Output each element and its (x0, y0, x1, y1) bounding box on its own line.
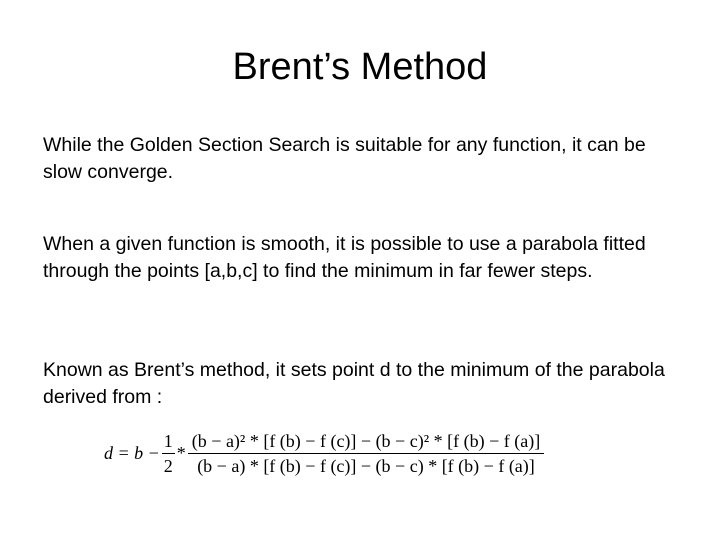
coefficient-denominator: 2 (163, 455, 173, 476)
formula-numerator: (b − a)² * [f (b) − f (c)] − (b − c)² * [f (b) − f (a)] (188, 429, 544, 454)
brent-formula (104, 422, 594, 484)
paragraph-brents-method: Known as Brent’s method, it sets point d to the minimum of the parabola derived from : (43, 359, 665, 408)
formula-coefficient (162, 429, 175, 478)
formula-fraction (188, 429, 544, 478)
coefficient-numerator: 1 (162, 429, 175, 454)
formula-lhs: d = b − (104, 442, 160, 463)
formula-denominator: (b − a) * [f (b) − f (c)] − (b − c) * [f (b) − f (a)] (197, 455, 535, 476)
paragraph-parabola: When a given function is smooth, it is possible to use a parabola fitted through the points [a,b,c] to find the minimum in far fewer steps. (43, 233, 646, 282)
paragraph-golden-section: While the Golden Section Search is suitable for any function, it can be slow converge. (43, 134, 646, 183)
slide-title: Brent’s Method (232, 46, 488, 88)
formula-times: * (176, 442, 186, 463)
